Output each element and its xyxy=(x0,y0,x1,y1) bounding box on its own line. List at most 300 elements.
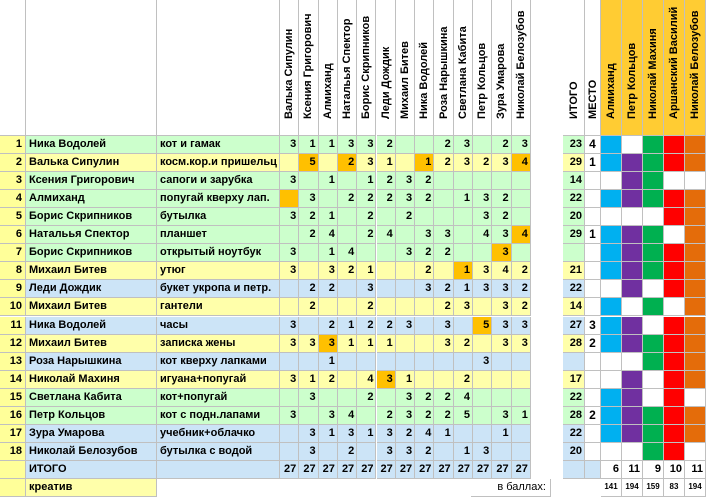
judge-header[interactable] xyxy=(473,0,492,136)
score-cell[interactable] xyxy=(319,154,338,172)
row-author[interactable]: Валька Сипулин xyxy=(26,154,157,172)
score-cell[interactable]: 3 xyxy=(396,244,415,262)
score-cell[interactable] xyxy=(280,443,299,461)
judge-header[interactable] xyxy=(377,0,396,136)
score-cell[interactable]: 2 xyxy=(338,190,357,208)
score-cell[interactable]: 2 xyxy=(415,262,434,280)
row-place[interactable] xyxy=(585,190,601,208)
score-cell[interactable]: 2 xyxy=(492,136,511,154)
score-cell[interactable]: 1 xyxy=(357,172,376,190)
score-cell[interactable] xyxy=(512,172,531,190)
score-cell[interactable]: 3 xyxy=(396,389,415,407)
score-cell[interactable]: 3 xyxy=(280,172,299,190)
finalist-mark[interactable] xyxy=(601,244,622,262)
finalist-mark[interactable] xyxy=(664,298,685,316)
score-cell[interactable]: 3 xyxy=(357,280,376,298)
score-cell[interactable]: 3 xyxy=(492,154,511,172)
row-place[interactable] xyxy=(585,244,601,262)
score-cell[interactable] xyxy=(454,226,473,244)
finalist-mark[interactable] xyxy=(601,443,622,461)
row-author[interactable]: Ксения Григорович xyxy=(26,172,157,190)
finalist-mark[interactable] xyxy=(622,208,643,226)
score-cell[interactable]: 3 xyxy=(473,353,492,371)
row-gift[interactable]: учебник+облачко xyxy=(157,425,280,443)
finalist-mark[interactable] xyxy=(643,443,664,461)
row-index[interactable]: 3 xyxy=(0,172,26,190)
finalist-mark[interactable] xyxy=(685,298,706,316)
score-cell[interactable]: 2 xyxy=(434,136,453,154)
row-author[interactable]: Ника Водолей xyxy=(26,136,157,154)
score-cell[interactable]: 2 xyxy=(454,335,473,353)
finalist-mark[interactable] xyxy=(664,244,685,262)
score-cell[interactable] xyxy=(299,353,318,371)
score-cell[interactable] xyxy=(280,226,299,244)
finalist-mark[interactable] xyxy=(643,190,664,208)
score-cell[interactable]: 2 xyxy=(338,262,357,280)
score-cell[interactable] xyxy=(415,317,434,335)
score-cell[interactable] xyxy=(396,154,415,172)
score-cell[interactable]: 3 xyxy=(415,280,434,298)
row-index[interactable]: 6 xyxy=(0,226,26,244)
score-cell[interactable]: 2 xyxy=(492,190,511,208)
row-gift[interactable]: попугай кверху лап. xyxy=(157,190,280,208)
score-cell[interactable]: 1 xyxy=(299,371,318,389)
finalist-mark[interactable] xyxy=(601,136,622,154)
finalist-mark[interactable] xyxy=(664,280,685,298)
score-cell[interactable] xyxy=(415,335,434,353)
row-index[interactable]: 1 xyxy=(0,136,26,154)
finalist-mark[interactable] xyxy=(601,262,622,280)
score-cell[interactable]: 4 xyxy=(512,154,531,172)
row-place[interactable]: 2 xyxy=(585,407,601,425)
score-cell[interactable]: 2 xyxy=(357,298,376,316)
row-index[interactable]: 9 xyxy=(0,280,26,298)
score-cell[interactable] xyxy=(280,389,299,407)
finalist-mark[interactable] xyxy=(601,425,622,443)
score-cell[interactable]: 4 xyxy=(357,371,376,389)
finalist-mark[interactable] xyxy=(664,353,685,371)
score-cell[interactable]: 3 xyxy=(280,136,299,154)
finalist-mark[interactable] xyxy=(622,226,643,244)
finalist-mark[interactable] xyxy=(622,244,643,262)
row-total[interactable]: 29 xyxy=(563,226,585,244)
row-gift[interactable]: игуана+попугай xyxy=(157,371,280,389)
score-cell[interactable]: 1 xyxy=(319,136,338,154)
score-cell[interactable]: 1 xyxy=(299,136,318,154)
score-cell[interactable] xyxy=(338,208,357,226)
score-cell[interactable] xyxy=(454,317,473,335)
score-cell[interactable]: 3 xyxy=(492,335,511,353)
score-cell[interactable] xyxy=(357,353,376,371)
row-total[interactable] xyxy=(563,244,585,262)
score-cell[interactable]: 1 xyxy=(454,190,473,208)
row-place[interactable] xyxy=(585,208,601,226)
finalist-mark[interactable] xyxy=(601,317,622,335)
score-cell[interactable] xyxy=(473,407,492,425)
score-cell[interactable] xyxy=(377,244,396,262)
finalist-mark[interactable] xyxy=(622,335,643,353)
row-index[interactable]: 14 xyxy=(0,371,26,389)
row-total[interactable]: 23 xyxy=(563,136,585,154)
score-cell[interactable]: 2 xyxy=(396,425,415,443)
score-cell[interactable]: 4 xyxy=(319,226,338,244)
score-cell[interactable]: 2 xyxy=(434,298,453,316)
row-index[interactable]: 11 xyxy=(0,317,26,335)
score-cell[interactable] xyxy=(473,136,492,154)
row-total[interactable]: 27 xyxy=(563,317,585,335)
score-cell[interactable] xyxy=(396,280,415,298)
score-cell[interactable]: 4 xyxy=(338,407,357,425)
row-place[interactable] xyxy=(585,280,601,298)
finalist-mark[interactable] xyxy=(685,389,706,407)
score-cell[interactable]: 2 xyxy=(434,407,453,425)
judge-header[interactable] xyxy=(280,0,299,136)
row-gift[interactable]: открытый ноутбук xyxy=(157,244,280,262)
finalist-mark[interactable] xyxy=(601,172,622,190)
score-cell[interactable]: 1 xyxy=(415,154,434,172)
finalist-mark[interactable] xyxy=(685,136,706,154)
score-cell[interactable]: 3 xyxy=(299,335,318,353)
score-cell[interactable]: 3 xyxy=(319,335,338,353)
row-gift[interactable]: сапоги и зарубка xyxy=(157,172,280,190)
finalist-mark[interactable] xyxy=(664,407,685,425)
finalist-mark[interactable] xyxy=(622,190,643,208)
score-cell[interactable]: 2 xyxy=(434,244,453,262)
judge-header[interactable] xyxy=(492,0,511,136)
finalist-mark[interactable] xyxy=(622,136,643,154)
finalist-mark[interactable] xyxy=(601,280,622,298)
score-cell[interactable]: 2 xyxy=(512,298,531,316)
score-cell[interactable]: 2 xyxy=(357,226,376,244)
finalist-mark[interactable] xyxy=(643,335,664,353)
score-cell[interactable]: 1 xyxy=(319,244,338,262)
score-cell[interactable]: 3 xyxy=(338,136,357,154)
finalist-mark[interactable] xyxy=(664,136,685,154)
score-cell[interactable]: 2 xyxy=(299,280,318,298)
score-cell[interactable]: 1 xyxy=(377,154,396,172)
score-cell[interactable] xyxy=(512,190,531,208)
row-total[interactable]: 22 xyxy=(563,389,585,407)
score-cell[interactable] xyxy=(280,280,299,298)
score-cell[interactable]: 3 xyxy=(512,317,531,335)
score-cell[interactable]: 3 xyxy=(299,443,318,461)
finalist-mark[interactable] xyxy=(643,298,664,316)
row-total[interactable]: 22 xyxy=(563,190,585,208)
score-cell[interactable] xyxy=(338,353,357,371)
row-place[interactable]: 1 xyxy=(585,226,601,244)
score-cell[interactable]: 4 xyxy=(454,389,473,407)
score-cell[interactable] xyxy=(512,425,531,443)
score-cell[interactable]: 3 xyxy=(280,317,299,335)
finalist-mark[interactable] xyxy=(622,262,643,280)
finalist-mark[interactable] xyxy=(601,407,622,425)
finalist-header[interactable] xyxy=(664,0,685,136)
score-cell[interactable]: 1 xyxy=(434,425,453,443)
row-index[interactable]: 13 xyxy=(0,353,26,371)
score-cell[interactable]: 2 xyxy=(473,154,492,172)
score-cell[interactable]: 3 xyxy=(396,317,415,335)
score-cell[interactable]: 4 xyxy=(415,425,434,443)
score-cell[interactable]: 3 xyxy=(280,407,299,425)
score-cell[interactable]: 2 xyxy=(357,190,376,208)
score-cell[interactable]: 3 xyxy=(492,280,511,298)
score-cell[interactable]: 1 xyxy=(338,317,357,335)
score-cell[interactable]: 3 xyxy=(434,226,453,244)
score-cell[interactable] xyxy=(434,262,453,280)
score-cell[interactable] xyxy=(299,407,318,425)
row-total[interactable]: 29 xyxy=(563,154,585,172)
row-place[interactable] xyxy=(585,172,601,190)
score-cell[interactable]: 1 xyxy=(492,425,511,443)
row-gift[interactable]: утюг xyxy=(157,262,280,280)
score-cell[interactable] xyxy=(338,280,357,298)
score-cell[interactable]: 3 xyxy=(299,190,318,208)
finalist-mark[interactable] xyxy=(664,317,685,335)
score-cell[interactable]: 1 xyxy=(319,425,338,443)
score-cell[interactable]: 5 xyxy=(299,154,318,172)
score-cell[interactable]: 1 xyxy=(357,262,376,280)
finalist-mark[interactable] xyxy=(685,280,706,298)
finalist-mark[interactable] xyxy=(622,298,643,316)
score-cell[interactable]: 3 xyxy=(396,443,415,461)
finalist-mark[interactable] xyxy=(643,172,664,190)
score-cell[interactable]: 4 xyxy=(512,226,531,244)
score-cell[interactable]: 4 xyxy=(473,226,492,244)
judge-header[interactable] xyxy=(454,0,473,136)
judge-header[interactable] xyxy=(357,0,376,136)
score-cell[interactable] xyxy=(415,371,434,389)
row-index[interactable]: 16 xyxy=(0,407,26,425)
finalist-header[interactable] xyxy=(622,0,643,136)
score-cell[interactable]: 3 xyxy=(473,443,492,461)
finalist-mark[interactable] xyxy=(685,443,706,461)
row-index[interactable]: 17 xyxy=(0,425,26,443)
score-cell[interactable] xyxy=(434,172,453,190)
score-cell[interactable] xyxy=(473,244,492,262)
score-cell[interactable]: 3 xyxy=(396,407,415,425)
score-cell[interactable]: 3 xyxy=(492,226,511,244)
score-cell[interactable]: 3 xyxy=(357,154,376,172)
finalist-mark[interactable] xyxy=(622,154,643,172)
row-place[interactable] xyxy=(585,353,601,371)
score-cell[interactable]: 2 xyxy=(319,280,338,298)
row-total[interactable]: 21 xyxy=(563,262,585,280)
score-cell[interactable] xyxy=(319,389,338,407)
score-cell[interactable] xyxy=(338,371,357,389)
score-cell[interactable]: 2 xyxy=(357,389,376,407)
score-cell[interactable]: 2 xyxy=(377,317,396,335)
score-cell[interactable]: 2 xyxy=(357,317,376,335)
score-cell[interactable]: 2 xyxy=(299,298,318,316)
score-cell[interactable] xyxy=(473,389,492,407)
score-cell[interactable] xyxy=(338,298,357,316)
finalist-mark[interactable] xyxy=(643,353,664,371)
finalist-mark[interactable] xyxy=(643,389,664,407)
finalist-mark[interactable] xyxy=(685,154,706,172)
score-cell[interactable]: 2 xyxy=(415,443,434,461)
score-cell[interactable]: 1 xyxy=(319,208,338,226)
score-cell[interactable] xyxy=(434,371,453,389)
row-index[interactable]: 12 xyxy=(0,335,26,353)
score-cell[interactable]: 3 xyxy=(299,425,318,443)
score-cell[interactable]: 3 xyxy=(415,226,434,244)
row-gift[interactable]: часы xyxy=(157,317,280,335)
score-cell[interactable] xyxy=(280,425,299,443)
finalist-mark[interactable] xyxy=(664,208,685,226)
score-cell[interactable] xyxy=(492,353,511,371)
row-author[interactable]: Леди Дождик xyxy=(26,280,157,298)
score-cell[interactable] xyxy=(512,371,531,389)
finalist-mark[interactable] xyxy=(622,280,643,298)
score-cell[interactable]: 3 xyxy=(473,190,492,208)
row-author[interactable]: Николай Махиня xyxy=(26,371,157,389)
score-cell[interactable] xyxy=(396,136,415,154)
score-cell[interactable]: 3 xyxy=(319,407,338,425)
score-cell[interactable] xyxy=(319,298,338,316)
row-place[interactable] xyxy=(585,443,601,461)
score-cell[interactable]: 3 xyxy=(377,443,396,461)
row-gift[interactable]: кот с подн.лапами xyxy=(157,407,280,425)
score-cell[interactable]: 1 xyxy=(396,371,415,389)
score-cell[interactable]: 2 xyxy=(415,244,434,262)
row-author[interactable]: Николай Белозубов xyxy=(26,443,157,461)
row-place[interactable]: 2 xyxy=(585,335,601,353)
score-cell[interactable]: 2 xyxy=(338,154,357,172)
row-place[interactable]: 3 xyxy=(585,317,601,335)
score-cell[interactable] xyxy=(396,226,415,244)
row-author[interactable]: Ника Водолей xyxy=(26,317,157,335)
score-cell[interactable] xyxy=(280,298,299,316)
row-author[interactable]: Алмиханд xyxy=(26,190,157,208)
score-cell[interactable] xyxy=(338,389,357,407)
score-cell[interactable]: 2 xyxy=(338,443,357,461)
score-cell[interactable] xyxy=(299,172,318,190)
score-cell[interactable] xyxy=(415,136,434,154)
row-place[interactable] xyxy=(585,389,601,407)
score-cell[interactable]: 3 xyxy=(280,244,299,262)
score-cell[interactable]: 1 xyxy=(319,172,338,190)
row-gift[interactable]: кот кверху лапками xyxy=(157,353,280,371)
row-index[interactable]: 18 xyxy=(0,443,26,461)
finalist-mark[interactable] xyxy=(622,407,643,425)
score-cell[interactable]: 2 xyxy=(512,280,531,298)
row-author[interactable]: Михаил Битев xyxy=(26,298,157,316)
score-cell[interactable]: 1 xyxy=(454,262,473,280)
score-cell[interactable] xyxy=(377,353,396,371)
finalist-mark[interactable] xyxy=(643,244,664,262)
score-cell[interactable] xyxy=(434,443,453,461)
score-cell[interactable] xyxy=(512,244,531,262)
score-cell[interactable]: 3 xyxy=(434,335,453,353)
score-cell[interactable] xyxy=(473,425,492,443)
score-cell[interactable] xyxy=(299,262,318,280)
finalist-mark[interactable] xyxy=(601,389,622,407)
score-cell[interactable] xyxy=(492,389,511,407)
score-cell[interactable] xyxy=(280,154,299,172)
finalist-mark[interactable] xyxy=(601,298,622,316)
score-cell[interactable] xyxy=(377,298,396,316)
row-total[interactable]: 28 xyxy=(563,335,585,353)
score-cell[interactable]: 3 xyxy=(492,244,511,262)
judge-header[interactable] xyxy=(434,0,453,136)
judge-header[interactable] xyxy=(338,0,357,136)
score-cell[interactable]: 2 xyxy=(434,154,453,172)
score-cell[interactable]: 2 xyxy=(492,208,511,226)
finalist-mark[interactable] xyxy=(685,317,706,335)
score-cell[interactable]: 2 xyxy=(434,280,453,298)
finalist-mark[interactable] xyxy=(685,425,706,443)
finalist-mark[interactable] xyxy=(643,371,664,389)
row-author[interactable]: Светлана Кабита xyxy=(26,389,157,407)
score-cell[interactable]: 2 xyxy=(396,208,415,226)
score-cell[interactable] xyxy=(512,353,531,371)
finalist-mark[interactable] xyxy=(643,136,664,154)
score-cell[interactable] xyxy=(492,172,511,190)
finalist-mark[interactable] xyxy=(664,425,685,443)
finalist-mark[interactable] xyxy=(664,190,685,208)
row-place[interactable] xyxy=(585,371,601,389)
finalist-mark[interactable] xyxy=(664,226,685,244)
finalist-mark[interactable] xyxy=(685,172,706,190)
row-total[interactable]: 14 xyxy=(563,298,585,316)
score-cell[interactable] xyxy=(454,353,473,371)
score-cell[interactable] xyxy=(492,443,511,461)
finalist-mark[interactable] xyxy=(664,172,685,190)
judge-header[interactable] xyxy=(396,0,415,136)
score-cell[interactable]: 2 xyxy=(454,371,473,389)
score-cell[interactable]: 3 xyxy=(473,280,492,298)
score-cell[interactable] xyxy=(454,425,473,443)
row-gift[interactable]: записка жены xyxy=(157,335,280,353)
score-cell[interactable]: 3 xyxy=(377,425,396,443)
score-cell[interactable]: 2 xyxy=(299,208,318,226)
score-cell[interactable] xyxy=(396,335,415,353)
score-cell[interactable]: 2 xyxy=(299,226,318,244)
finalist-mark[interactable] xyxy=(685,371,706,389)
score-cell[interactable]: 3 xyxy=(492,298,511,316)
score-cell[interactable]: 3 xyxy=(280,262,299,280)
row-author[interactable]: Борис Скрипников xyxy=(26,208,157,226)
score-cell[interactable]: 5 xyxy=(454,407,473,425)
finalist-mark[interactable] xyxy=(643,425,664,443)
score-cell[interactable] xyxy=(280,353,299,371)
row-author[interactable]: Зура Умарова xyxy=(26,425,157,443)
score-cell[interactable] xyxy=(512,389,531,407)
score-cell[interactable]: 2 xyxy=(377,172,396,190)
row-total[interactable]: 28 xyxy=(563,407,585,425)
row-total[interactable]: 20 xyxy=(563,443,585,461)
score-cell[interactable]: 2 xyxy=(357,208,376,226)
finalist-mark[interactable] xyxy=(685,335,706,353)
score-cell[interactable] xyxy=(454,208,473,226)
score-cell[interactable] xyxy=(415,208,434,226)
finalist-header[interactable] xyxy=(685,0,706,136)
row-index[interactable]: 7 xyxy=(0,244,26,262)
score-cell[interactable] xyxy=(319,190,338,208)
row-index[interactable]: 5 xyxy=(0,208,26,226)
score-cell[interactable] xyxy=(338,226,357,244)
finalist-mark[interactable] xyxy=(622,371,643,389)
finalist-mark[interactable] xyxy=(664,335,685,353)
finalist-mark[interactable] xyxy=(643,407,664,425)
finalist-mark[interactable] xyxy=(622,389,643,407)
score-cell[interactable] xyxy=(280,190,299,208)
score-cell[interactable] xyxy=(357,443,376,461)
finalist-mark[interactable] xyxy=(685,208,706,226)
finalist-mark[interactable] xyxy=(601,190,622,208)
row-place[interactable] xyxy=(585,425,601,443)
finalist-mark[interactable] xyxy=(622,172,643,190)
